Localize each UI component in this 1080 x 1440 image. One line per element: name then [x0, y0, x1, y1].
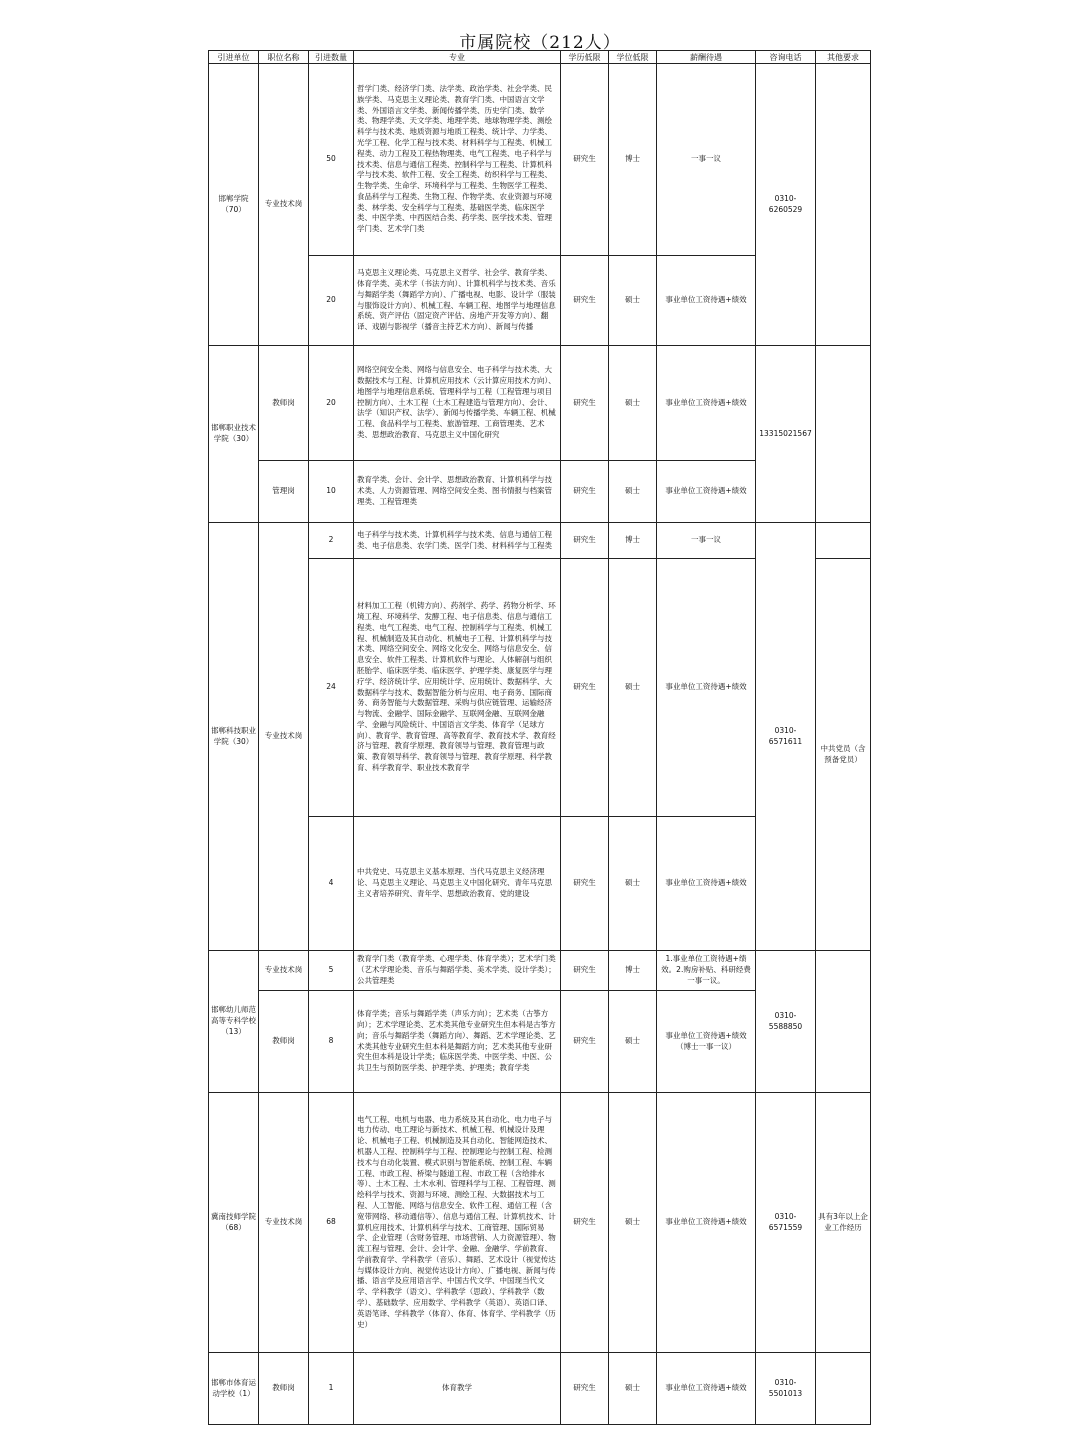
phone-cell: 0310-6260529	[756, 64, 816, 346]
other-cell	[816, 346, 871, 523]
major-cell: 教育学类、会计、会计学、思想政治教育、计算机科学与技术类、人力资源管理、网络空间安全类、图书情报与档案管理类、工程管理类	[354, 461, 561, 523]
count-cell: 2	[309, 523, 354, 559]
salary-cell: 事业单位工资待遇+绩效	[657, 1093, 756, 1353]
position-cell: 专业技术岗	[259, 64, 309, 346]
salary-cell: 事业单位工资待遇+绩效	[657, 346, 756, 461]
diploma-cell: 博士	[609, 951, 657, 991]
table-row	[209, 951, 871, 991]
other-cell	[816, 64, 871, 346]
phone-cell: 0310-6571611	[756, 523, 816, 951]
table-row	[209, 523, 871, 559]
unit-cell: 邯郸学院（70）	[209, 64, 259, 346]
header-phone: 咨询电话	[756, 51, 816, 64]
degree-cell: 研究生	[561, 991, 609, 1093]
diploma-cell: 硕士	[609, 559, 657, 817]
degree-cell: 研究生	[561, 817, 609, 951]
position-cell: 教师岗	[259, 346, 309, 461]
table-row	[209, 64, 871, 256]
degree-cell: 研究生	[561, 461, 609, 523]
recruitment-table	[208, 50, 871, 1425]
unit-cell: 邯郸科技职业学院（30）	[209, 523, 259, 951]
position-cell: 教师岗	[259, 1353, 309, 1425]
diploma-cell: 硕士	[609, 817, 657, 951]
table-row	[209, 1353, 871, 1425]
degree-cell: 研究生	[561, 1353, 609, 1425]
major-cell: 电子科学与技术类、计算机科学与技术类、信息与通信工程类、电子信息类、农学门类、医学门类、材料科学与工程类	[354, 523, 561, 559]
salary-cell: 事业单位工资待遇+绩效（博士一事一议）	[657, 991, 756, 1093]
major-cell: 电气工程、电机与电器、电力系统及其自动化、电力电子与电力传动、电工理论与新技术、机械工程、机械设计及理论、机械电子工程、机械制造及其自动化、智能网造技术、机器人工程、控制科学与工程、控制理论与控制工程、检测技术与自动化装置、模式识别与智能系统、控制工程、车辆工程、市政工程、桥梁与隧道工程、市政工程（含给排水等）、土木工程、土木水利、管理科学与工程、工程管理、测绘科学与技术、资源与环境、测绘工程、大数据技术与工程、人工智能、网络与信息安全、软件工程、通信工程（含宽带网络、移动通信等）、信息与通信工程、计算机技术、计算机应用技术、计算机科学与技术、工商管理、国际贸易学、企业管理（含财务管理、市场营销、人力资源管理）、物流工程与管理、会计、会计学、金融、金融学、学前教育、学前教育学、学科教学（音乐）、舞蹈、艺术设计（视觉传达与媒体设计方向、视觉传达设计方向）、广播电视、新闻与传播、语言学及应用语言学、中国古代文学、中国现当代文学、学科教学（语文）、学科教学（思政）、学科教学（数学）、基础数学、应用数学、学科教学（英语）、英语口译、英语笔译、学科教学（体育）、体育、体育学、学科教学（历史）	[354, 1093, 561, 1353]
phone-cell: 0310-6571559	[756, 1093, 816, 1353]
count-cell: 8	[309, 991, 354, 1093]
major-cell: 体育学类；音乐与舞蹈学类（声乐方向）；艺术类（古筝方向）；艺术学理论类、艺术类其他专业研究生但本科是古筝方向；音乐与舞蹈学类（舞蹈方向）、舞蹈、艺术学理论类、艺术类其他专业研究生但本科是舞蹈方向；艺术类其他专业研究生但本科是设计学类；临床医学类、中医学类、中医、公共卫生与预防医学类、护理学类、护理类；教育学类	[354, 991, 561, 1093]
header-major: 专业	[354, 51, 561, 64]
major-cell: 哲学门类、经济学门类、法学类、政治学类、社会学类、民族学类、马克思主义理论类、教育学门类、中国语言文学类、外国语言文学类、新闻传播学类、历史学门类、数学类、物理学类、天文学类、地理学类、地球物理学类、测绘科学与技术类、地质资源与地质工程类、统计学、力学类、光学工程、化学工程与技术类、材料科学与工程类、机械工程类、动力工程及工程热物理类、电气工程类、电子科学与技术类、信息与通信工程类、控制科学与工程类、计算机科学与技术类、软件工程、安全工程类、纺织科学与工程类、生物学类、生命学、环境科学与工程类、生物医学工程类、食品科学与工程类、生物工程、作物学类、农业资源与环境类、林学类、安全科学与工程类、基础医学类、临床医学类、中医学类、中西医结合类、药学类、医学技术类、管理学门类、艺术学门类	[354, 64, 561, 256]
major-cell: 网络空间安全类、网络与信息安全、电子科学与技术类、大数据技术与工程、计算机应用技术（云计算应用技术方向）、地图学与地理信息系统、管理科学与工程（工程管理与项目控制方向）、土木工程（土木工程建造与管理方向）、会计、法学（知识产权、法学）、新闻与传播学类、车辆工程、机械工程、食品科学与工程类、旅游管理、工商管理类、艺术类、思想政治教育、马克思主义中国化研究	[354, 346, 561, 461]
count-cell: 24	[309, 559, 354, 817]
count-cell: 20	[309, 346, 354, 461]
degree-cell: 研究生	[561, 256, 609, 346]
header-degree: 学历低限	[561, 51, 609, 64]
degree-cell: 研究生	[561, 951, 609, 991]
count-cell: 4	[309, 817, 354, 951]
header-salary: 薪酬待遇	[657, 51, 756, 64]
position-cell: 教师岗	[259, 991, 309, 1093]
count-cell: 5	[309, 951, 354, 991]
salary-cell: 一事一议	[657, 523, 756, 559]
diploma-cell: 硕士	[609, 346, 657, 461]
other-cell	[816, 951, 871, 1093]
diploma-cell: 博士	[609, 523, 657, 559]
header-position: 职位名称	[259, 51, 309, 64]
unit-cell: 邯郸职业技术学院（30）	[209, 346, 259, 523]
salary-cell: 事业单位工资待遇+绩效	[657, 461, 756, 523]
position-cell: 专业技术岗	[259, 1093, 309, 1353]
position-cell: 专业技术岗	[259, 523, 309, 951]
page-title: 市属院校（212人）	[459, 33, 621, 53]
diploma-cell: 硕士	[609, 461, 657, 523]
salary-cell: 事业单位工资待遇+绩效	[657, 817, 756, 951]
count-cell: 68	[309, 1093, 354, 1353]
position-cell: 专业技术岗	[259, 951, 309, 991]
degree-cell: 研究生	[561, 523, 609, 559]
major-cell: 体育教学	[354, 1353, 561, 1425]
major-cell: 中共党史、马克思主义基本原理、当代马克思主义经济理论、马克思主义理论、马克思主义中国化研究、青年马克思主义者培养研究、青年学、思想政治教育、党的建设	[354, 817, 561, 951]
diploma-cell: 硕士	[609, 1093, 657, 1353]
other-cell: 具有3年以上企业工作经历	[816, 1093, 871, 1353]
header-other: 其他要求	[816, 51, 871, 64]
salary-cell: 事业单位工资待遇+绩效	[657, 256, 756, 346]
salary-cell: 一事一议	[657, 64, 756, 256]
diploma-cell: 博士	[609, 64, 657, 256]
diploma-cell: 硕士	[609, 991, 657, 1093]
header-diploma: 学位低限	[609, 51, 657, 64]
major-cell: 材料加工工程（机铸方向）、药剂学、药学、药物分析学、环境工程、环境科学、发酵工程、电子信息类、信息与通信工程类、电气工程类、电气工程、控制科学与工程类、机械工程、机械制造及其自动化、机械电子工程、计算机科学与技术类、网络空间安全、网络文化安全、网络与信息安全、信息安全、软件工程类、计算机软件与理论、人体解剖与组织胚胎学、临床医学类、临床医学、护理学类、康复医学与理疗学、经济统计学、应用统计学、应用统计、数据科学、大数据科学与技术、数据智能分析与应用、电子商务、国际商务、商务智能与大数据管理、采购与供应链管理、运输经济与物流、金融学、国际金融学、互联网金融、互联网金融学、金融与风险统计、中国语言文学类、体育学（足球方向）、教育学、教育管理、高等教育学、教育技术学、教育经济与管理、教育学原理、教育领导与管理、教育管理与政策、教育领导科学、教育领导与管理、教育学原理、科学教育、科学教育学、职业技术教育学	[354, 559, 561, 817]
salary-cell: 1.事业单位工资待遇+绩效。2.购房补贴、科研经费一事一议。	[657, 951, 756, 991]
count-cell: 50	[309, 64, 354, 256]
header-unit: 引进单位	[209, 51, 259, 64]
degree-cell: 研究生	[561, 559, 609, 817]
unit-cell: 冀南技师学院（68）	[209, 1093, 259, 1353]
phone-cell: 13315021567	[756, 346, 816, 523]
salary-cell: 事业单位工资待遇+绩效	[657, 1353, 756, 1425]
count-cell: 10	[309, 461, 354, 523]
other-cell: 中共党员（含预备党员）	[816, 559, 871, 951]
unit-cell: 邯郸市体育运动学校（1）	[209, 1353, 259, 1425]
phone-cell: 0310-5588850	[756, 951, 816, 1093]
salary-cell: 事业单位工资待遇+绩效	[657, 559, 756, 817]
table-row	[209, 1093, 871, 1353]
diploma-cell: 硕士	[609, 256, 657, 346]
other-cell	[816, 1353, 871, 1425]
position-cell: 管理岗	[259, 461, 309, 523]
diploma-cell: 硕士	[609, 1353, 657, 1425]
table-header-row	[209, 51, 871, 64]
major-cell: 教育学门类（教育学类、心理学类、体育学类）；艺术学门类（艺术学理论类、音乐与舞蹈学类、美术学类、设计学类）；公共管理类	[354, 951, 561, 991]
degree-cell: 研究生	[561, 64, 609, 256]
degree-cell: 研究生	[561, 1093, 609, 1353]
table-row	[209, 346, 871, 461]
count-cell: 1	[309, 1353, 354, 1425]
unit-cell: 邯郸幼儿师范高等专科学校（13）	[209, 951, 259, 1093]
major-cell: 马克思主义理论类、马克思主义哲学、社会学、教育学类、体育学类、美术学（书法方向）、计算机科学与技术类、音乐与舞蹈学类（舞蹈学方向）、广播电视、电影、设计学（服装与服饰设计方向）、机械工程、车辆工程、地图学与地理信息系统、资产评估（固定资产评估、房地产开发等方向）、翻译、戏剧与影视学（播音主持艺术方向）、新闻与传播	[354, 256, 561, 346]
count-cell: 20	[309, 256, 354, 346]
header-count: 引进数量	[309, 51, 354, 64]
phone-cell: 0310-5501013	[756, 1353, 816, 1425]
degree-cell: 研究生	[561, 346, 609, 461]
other-cell	[816, 523, 871, 559]
